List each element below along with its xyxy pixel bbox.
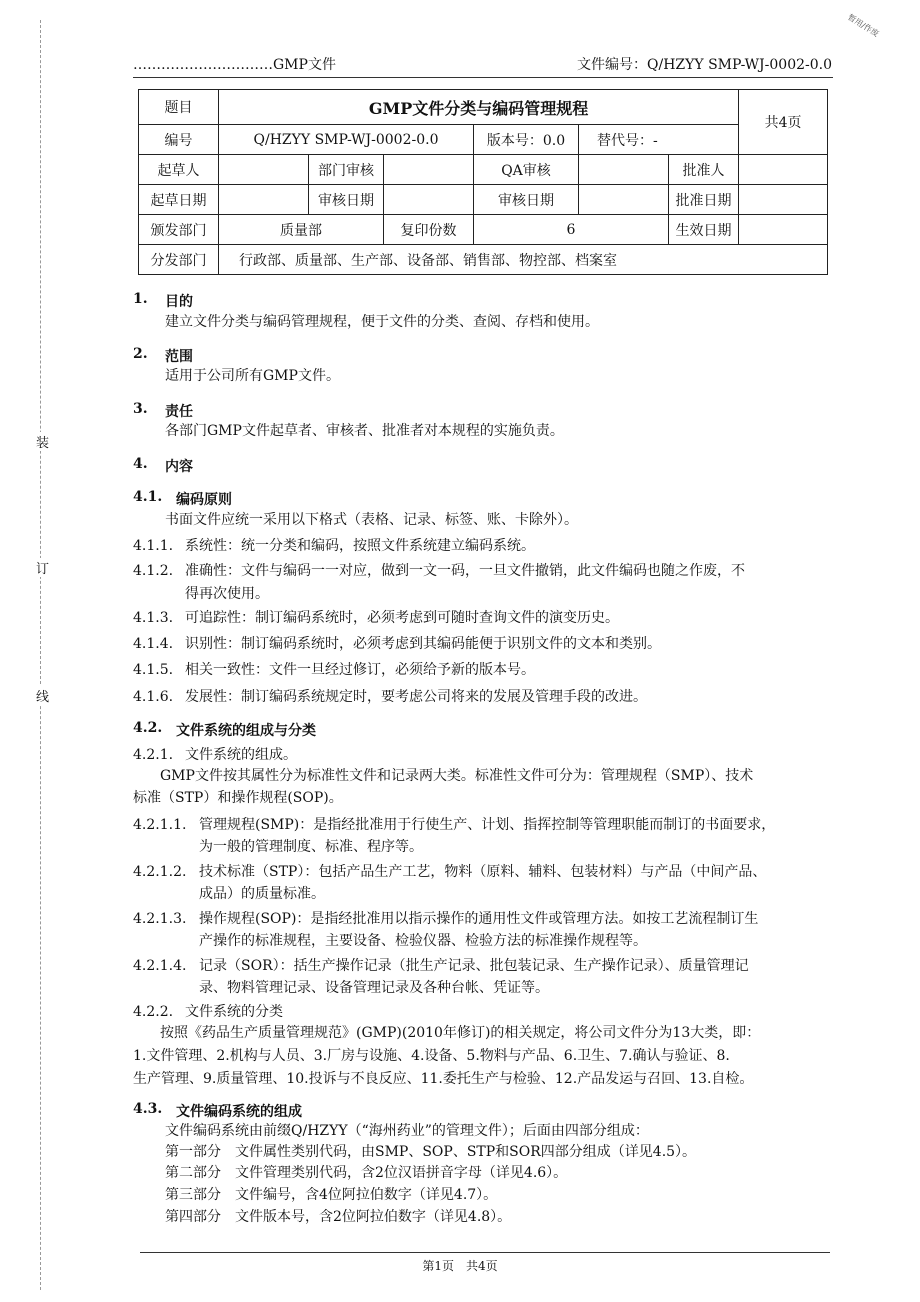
binding-char-zhuang: 装 xyxy=(36,432,49,451)
section-4-1-title: 编码原则 xyxy=(176,492,232,508)
section-4-3-part-1: 第一部分 文件属性类别代码，由SMP、SOP、STP和SOR四部分组成（详见4.5）。 xyxy=(165,1144,697,1160)
version-number: 版本号：0.0 xyxy=(474,125,579,155)
item-4-2-1-3-line-2: 产操作的标准规程，主要设备、检验仪器、检验方法的标准操作规程等。 xyxy=(199,933,647,949)
item-4-2-1-2-number: 4.2.1.2. xyxy=(133,864,187,880)
item-4-2-1-2-line-2: 成品）的质量标准。 xyxy=(199,886,325,902)
item-4-2-2-para-3: 生产管理、9.质量管理、10.投诉与不良反应、11.委托生产与检验、12.产品发运与召回、13.自检。 xyxy=(133,1071,754,1087)
approver-value xyxy=(739,155,828,185)
qa-review-value xyxy=(579,155,669,185)
item-4-2-1-3-number: 4.2.1.3. xyxy=(133,911,187,927)
item-4-1-5-text: 相关一致性：文件一旦经过修订，必须给予新的版本号。 xyxy=(185,662,535,678)
section-4-title: 内容 xyxy=(165,459,193,475)
item-4-2-1-2-line-1: 技术标准（STP）：包括产品生产工艺，物料（原料、辅料、包装材料）与产品（中间产品、 xyxy=(199,864,767,880)
item-4-1-2-number: 4.1.2. xyxy=(133,563,174,579)
section-4-2-number: 4.2. xyxy=(133,720,163,736)
review-date-value xyxy=(384,185,474,215)
section-4-3-part-4: 第四部分 文件版本号，含2位阿拉伯数字（详见4.8）。 xyxy=(165,1209,512,1225)
item-4-1-3-text: 可追踪性：制订编码系统时，必须考虑到可随时查询文件的演变历史。 xyxy=(185,610,619,626)
section-2-number: 2. xyxy=(133,346,148,362)
footer-rule xyxy=(140,1252,830,1253)
section-2-title: 范围 xyxy=(165,349,193,365)
issue-dept-value: 质量部 xyxy=(219,215,384,245)
section-3-number: 3. xyxy=(133,401,148,417)
item-4-2-2-number: 4.2.2. xyxy=(133,1004,174,1020)
section-4-3-intro: 文件编码系统由前缀Q/HZYY（“海州药业”的管理文件）；后面由四部分组成： xyxy=(165,1123,649,1139)
item-4-2-1-4-number: 4.2.1.4. xyxy=(133,958,187,974)
item-4-2-1-1-line-1: 管理规程(SMP)：是指经批准用于行使生产、计划、指挥控制等管理职能而制订的书面要求， xyxy=(199,817,776,833)
replace-number: 替代号：- xyxy=(579,125,739,155)
section-1-title: 目的 xyxy=(165,294,193,310)
item-4-2-2-para-2: 1.文件管理、2.机构与人员、3.厂房与设施、4.设备、5.物料与产品、6.卫生、7.确认与验证、8. xyxy=(133,1048,730,1064)
item-4-1-6-number: 4.1.6. xyxy=(133,689,174,705)
copies-value: 6 xyxy=(474,215,669,245)
item-4-2-2-title: 文件系统的分类 xyxy=(185,1004,283,1020)
draft-date-value xyxy=(219,185,309,215)
section-4-2-title: 文件系统的组成与分类 xyxy=(176,723,316,739)
section-3-body: 各部门GMP文件起草者、审核者、批准者对本规程的实施负责。 xyxy=(165,423,564,439)
drafter-label: 起草人 xyxy=(139,155,219,185)
page-footer: 第1页 共4页 xyxy=(422,1259,498,1273)
document-info-table xyxy=(138,89,828,275)
item-4-1-5-number: 4.1.5. xyxy=(133,662,174,678)
section-4-number: 4. xyxy=(133,456,148,472)
section-2-body: 适用于公司所有GMP文件。 xyxy=(165,368,340,384)
effective-date-value xyxy=(739,215,828,245)
section-4-1-intro: 书面文件应统一采用以下格式（表格、记录、标签、账、卡除外）。 xyxy=(165,512,578,528)
item-4-2-1-3-line-1: 操作规程(SOP)：是指经批准用以指示操作的通用性文件或管理方法。如按工艺流程制订生 xyxy=(199,911,759,927)
section-1-number: 1. xyxy=(133,291,148,307)
item-4-2-1-para-1: GMP文件按其属性分为标准性文件和记录两大类。标准性文件可分为：管理规程（SMP）、技术 xyxy=(160,768,754,784)
item-4-1-6-text: 发展性：制订编码系统规定时，要考虑公司将来的发展及管理手段的改进。 xyxy=(185,689,647,705)
header-rule xyxy=(133,77,833,78)
item-4-1-2-text: 准确性：文件与编码一一对应，做到一文一码，一旦文件撤销，此文件编码也随之作废，不 xyxy=(185,563,745,579)
section-4-3-number: 4.3. xyxy=(133,1101,163,1117)
approver-label: 批准人 xyxy=(669,155,739,185)
copies-label: 复印份数 xyxy=(384,215,474,245)
qa-review-label: QA审核 xyxy=(474,155,579,185)
draft-date-label: 起草日期 xyxy=(139,185,219,215)
approve-date-value xyxy=(739,185,828,215)
corner-stamp: 暂用/作废 xyxy=(846,12,881,39)
page-count: 共4页 xyxy=(739,90,828,155)
item-4-2-1-para-2: 标准（STP）和操作规程(SOP)。 xyxy=(133,790,343,806)
item-4-2-1-1-number: 4.2.1.1. xyxy=(133,817,187,833)
section-3-title: 责任 xyxy=(165,404,193,420)
item-4-2-1-number: 4.2.1. xyxy=(133,747,174,763)
binding-char-xian: 线 xyxy=(36,686,49,705)
dept-review-value xyxy=(384,155,474,185)
item-4-1-3-number: 4.1.3. xyxy=(133,610,174,626)
header-doc-number: 文件编号：Q/HZYY SMP-WJ-0002-0.0 xyxy=(577,57,832,73)
qa-review-date-label: 审核日期 xyxy=(474,185,579,215)
issue-dept-label: 颁发部门 xyxy=(139,215,219,245)
distribution-label: 分发部门 xyxy=(139,245,219,275)
title-label: 题目 xyxy=(139,90,219,125)
item-4-1-1-text: 系统性：统一分类和编码，按照文件系统建立编码系统。 xyxy=(185,538,535,554)
section-4-3-part-3: 第三部分 文件编号，含4位阿拉伯数字（详见4.7）。 xyxy=(165,1187,498,1203)
binding-line xyxy=(40,20,41,1290)
section-4-3-part-2: 第二部分 文件管理类别代码，含2位汉语拼音字母（详见4.6）。 xyxy=(165,1165,568,1181)
approve-date-label: 批准日期 xyxy=(669,185,739,215)
document-title: GMP文件分类与编码管理规程 xyxy=(219,90,739,125)
item-4-1-4-text: 识别性：制订编码系统时，必须考虑到其编码能便于识别文件的文本和类别。 xyxy=(185,636,661,652)
section-4-1-number: 4.1. xyxy=(133,489,163,505)
qa-review-date-value xyxy=(579,185,669,215)
item-4-2-1-4-line-1: 记录（SOR）：括生产操作记录（批生产记录、批包装记录、生产操作记录）、质量管理记 xyxy=(199,958,749,974)
item-4-2-1-1-line-2: 为一般的管理制度、标准、程序等。 xyxy=(199,839,423,855)
header-left: …………………………GMP文件 xyxy=(133,57,336,73)
item-4-2-1-title: 文件系统的组成。 xyxy=(185,747,297,763)
effective-date-label: 生效日期 xyxy=(669,215,739,245)
item-4-2-1-4-line-2: 录、物料管理记录、设备管理记录及各种台帐、凭证等。 xyxy=(199,980,549,996)
item-4-1-2-text-cont: 得再次使用。 xyxy=(185,586,269,602)
document-code: Q/HZYY SMP-WJ-0002-0.0 xyxy=(219,125,474,155)
review-date-label: 审核日期 xyxy=(309,185,384,215)
item-4-1-4-number: 4.1.4. xyxy=(133,636,174,652)
binding-char-ding: 订 xyxy=(36,558,49,577)
section-1-body: 建立文件分类与编码管理规程，便于文件的分类、查阅、存档和使用。 xyxy=(165,314,599,330)
item-4-2-2-para-1: 按照《药品生产质量管理规范》(GMP)(2010年修订)的相关规定，将公司文件分为13大类，即： xyxy=(160,1025,761,1041)
drafter-value xyxy=(219,155,309,185)
dept-review-label: 部门审核 xyxy=(309,155,384,185)
item-4-1-1-number: 4.1.1. xyxy=(133,538,174,554)
code-label: 编号 xyxy=(139,125,219,155)
distribution-value: 行政部、质量部、生产部、设备部、销售部、物控部、档案室 xyxy=(219,245,828,275)
section-4-3-title: 文件编码系统的组成 xyxy=(176,1104,302,1120)
